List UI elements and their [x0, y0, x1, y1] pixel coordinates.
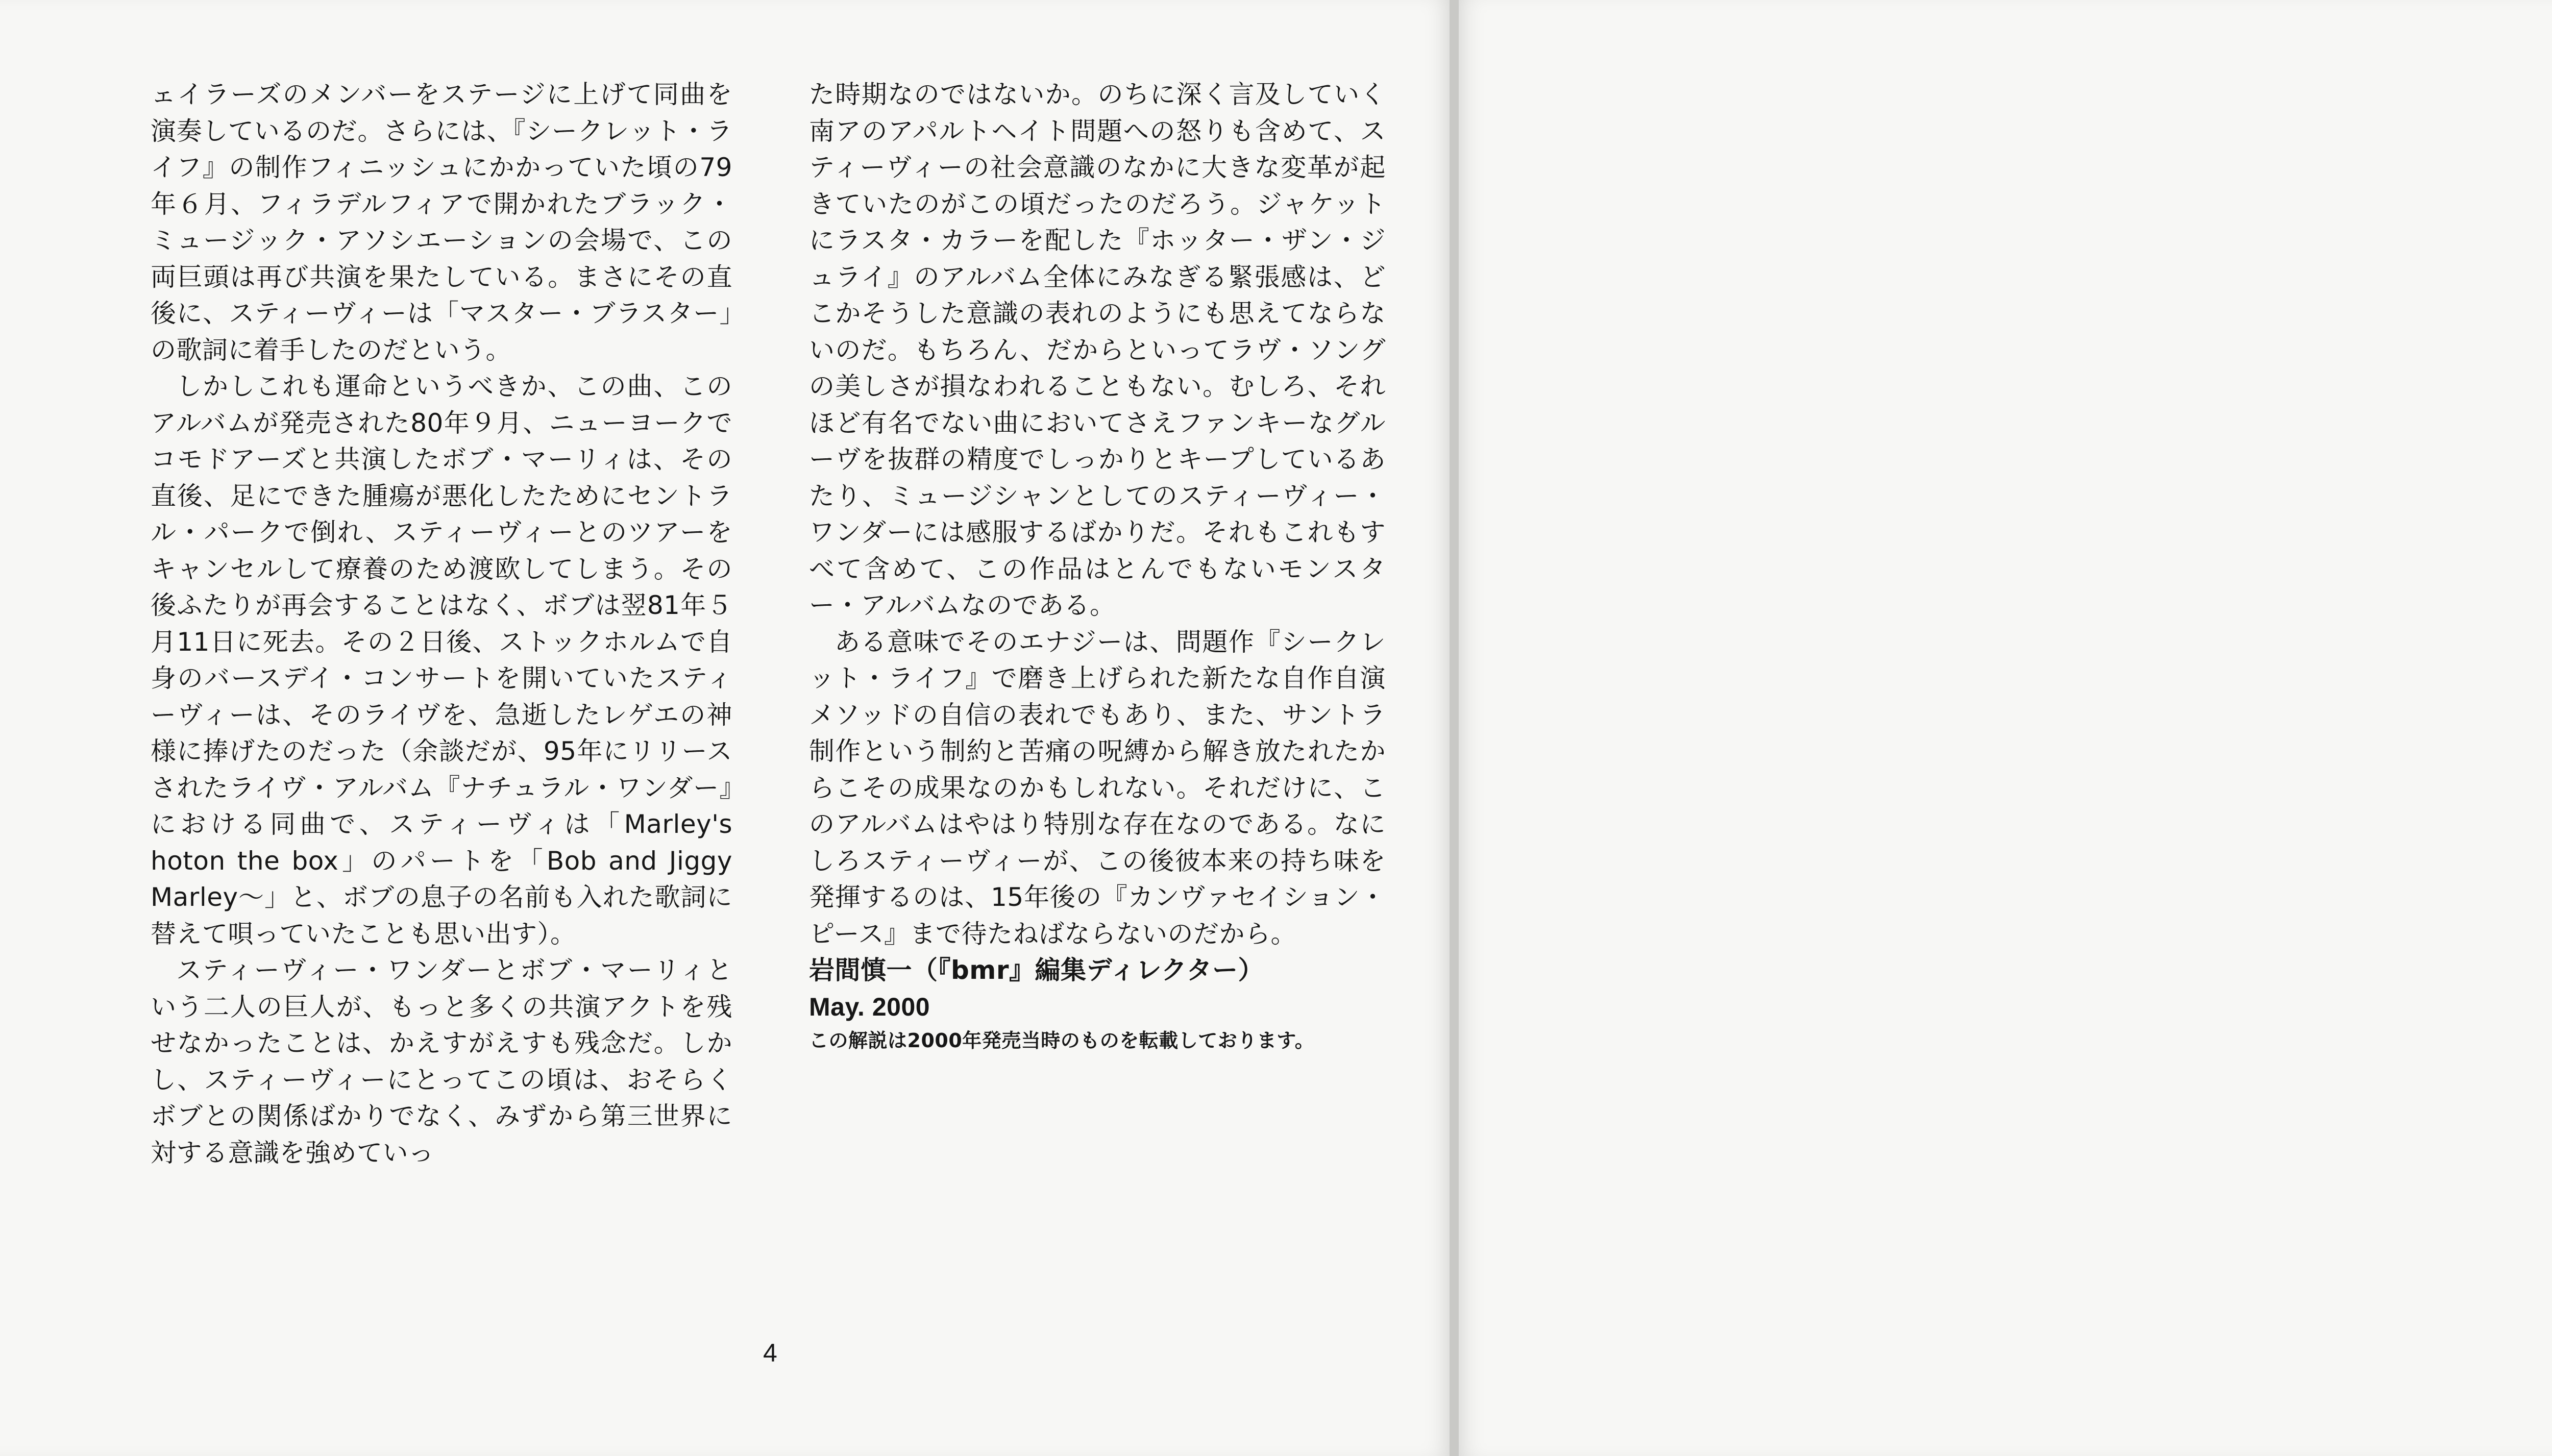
essay-paragraph: スティーヴィー・ワンダーとボブ・マーリィという二人の巨人が、もっと多くの共演アクトを残せなかったことは、かえすがえすも残念だ。しかし、スティーヴィーにとってこの頃は、おそらくボブとの関係ばかりでなく、みずから第三世界に対する意識を強めていっ: [151, 955, 732, 1168]
essay-paragraph: ある意味でそのエナジーは、問題作『シークレット・ライフ』で磨き上げられた新たな自作自演メソッドの自信の表れでもあり、また、サントラ制作という制約と苦痛の呪縛から解き放たれたからこその成果なのかもしれない。それだけに、このアルバムはやはり特別な存在なのである。なにしろスティーヴィーが、この後彼本来の持ち味を発揮するのは、15年後の『カンヴァセイション・ピース』まで待たねばならないのだから。: [809, 627, 1386, 949]
essay-column-2-body: [809, 77, 1386, 952]
book-gutter: [1450, 0, 1459, 1456]
essay-column-2: [809, 77, 1386, 1056]
reprint-note: この解説は2000年発売当時のものを転載しております。: [809, 1029, 1315, 1052]
essay-column-1: [151, 77, 732, 1171]
right-page: [1459, 0, 2552, 1456]
essay-paragraph: ェイラーズのメンバーをステージに上げて同曲を演奏しているのだ。さらには、『シークレット・ライフ』の制作フィニッシュにかかっていた頃の79年６月、フィラデルフィアで開かれたブラック・ミュージック・アソシエーションの会場で、この両巨頭は再び共演を果たしている。まさにその直後に、スティーヴィーは「マスター・ブラスター」の歌詞に着手したのだという。: [151, 80, 732, 365]
author-credit: 岩間慎一（『bmr』編集ディレクター）: [809, 955, 1264, 985]
essay-date: May. 2000: [809, 992, 930, 1021]
essay-paragraph: た時期なのではないか。のちに深く言及していく南アのアパルトヘイト問題への怒りも含めて、スティーヴィーの社会意識のなかに大きな変革が起きていたのがこの頃だったのだろう。ジャケットにラスタ・カラーを配した『ホッター・ザン・ジュライ』のアルバム全体にみなぎる緊張感は、どこかそうした意識の表れのようにも思えてならないのだ。もちろん、だからといってラヴ・ソングの美しさが損なわれることもない。むしろ、それほど有名でない曲においてさえファンキーなグルーヴを抜群の精度でしっかりとキープしているあたり、ミュージシャンとしてのスティーヴィー・ワンダーには感服するばかりだ。それもこれもすべて含めて、この作品はとんでもないモンスター・アルバムなのである。: [809, 80, 1386, 620]
page-number-left: 4: [763, 1339, 777, 1367]
essay-paragraph: しかしこれも運命というべきか、この曲、このアルバムが発売された80年９月、ニューヨークでコモドアーズと共演したボブ・マーリィは、その直後、足にできた腫瘍が悪化したためにセントラル・パークで倒れ、スティーヴィーとのツアーをキャンセルして療養のため渡欧してしまう。その後ふたりが再会することはなく、ボブは翌81年５月11日に死去。その２日後、ストックホルムで自身のバースデイ・コンサートを開いていたスティーヴィーは、そのライヴを、急逝したレゲエの神様に捧げたのだった（余談だが、95年にリリースされたライヴ・アルバム『ナチュラル・ワンダー』における同曲で、スティーヴィは「Marley's hoton the box」のパートを「Bob and Jiggy Marley〜」と、ボブの息子の名前も入れた歌詞に替えて唄っていたことも思い出す）。: [151, 372, 732, 949]
